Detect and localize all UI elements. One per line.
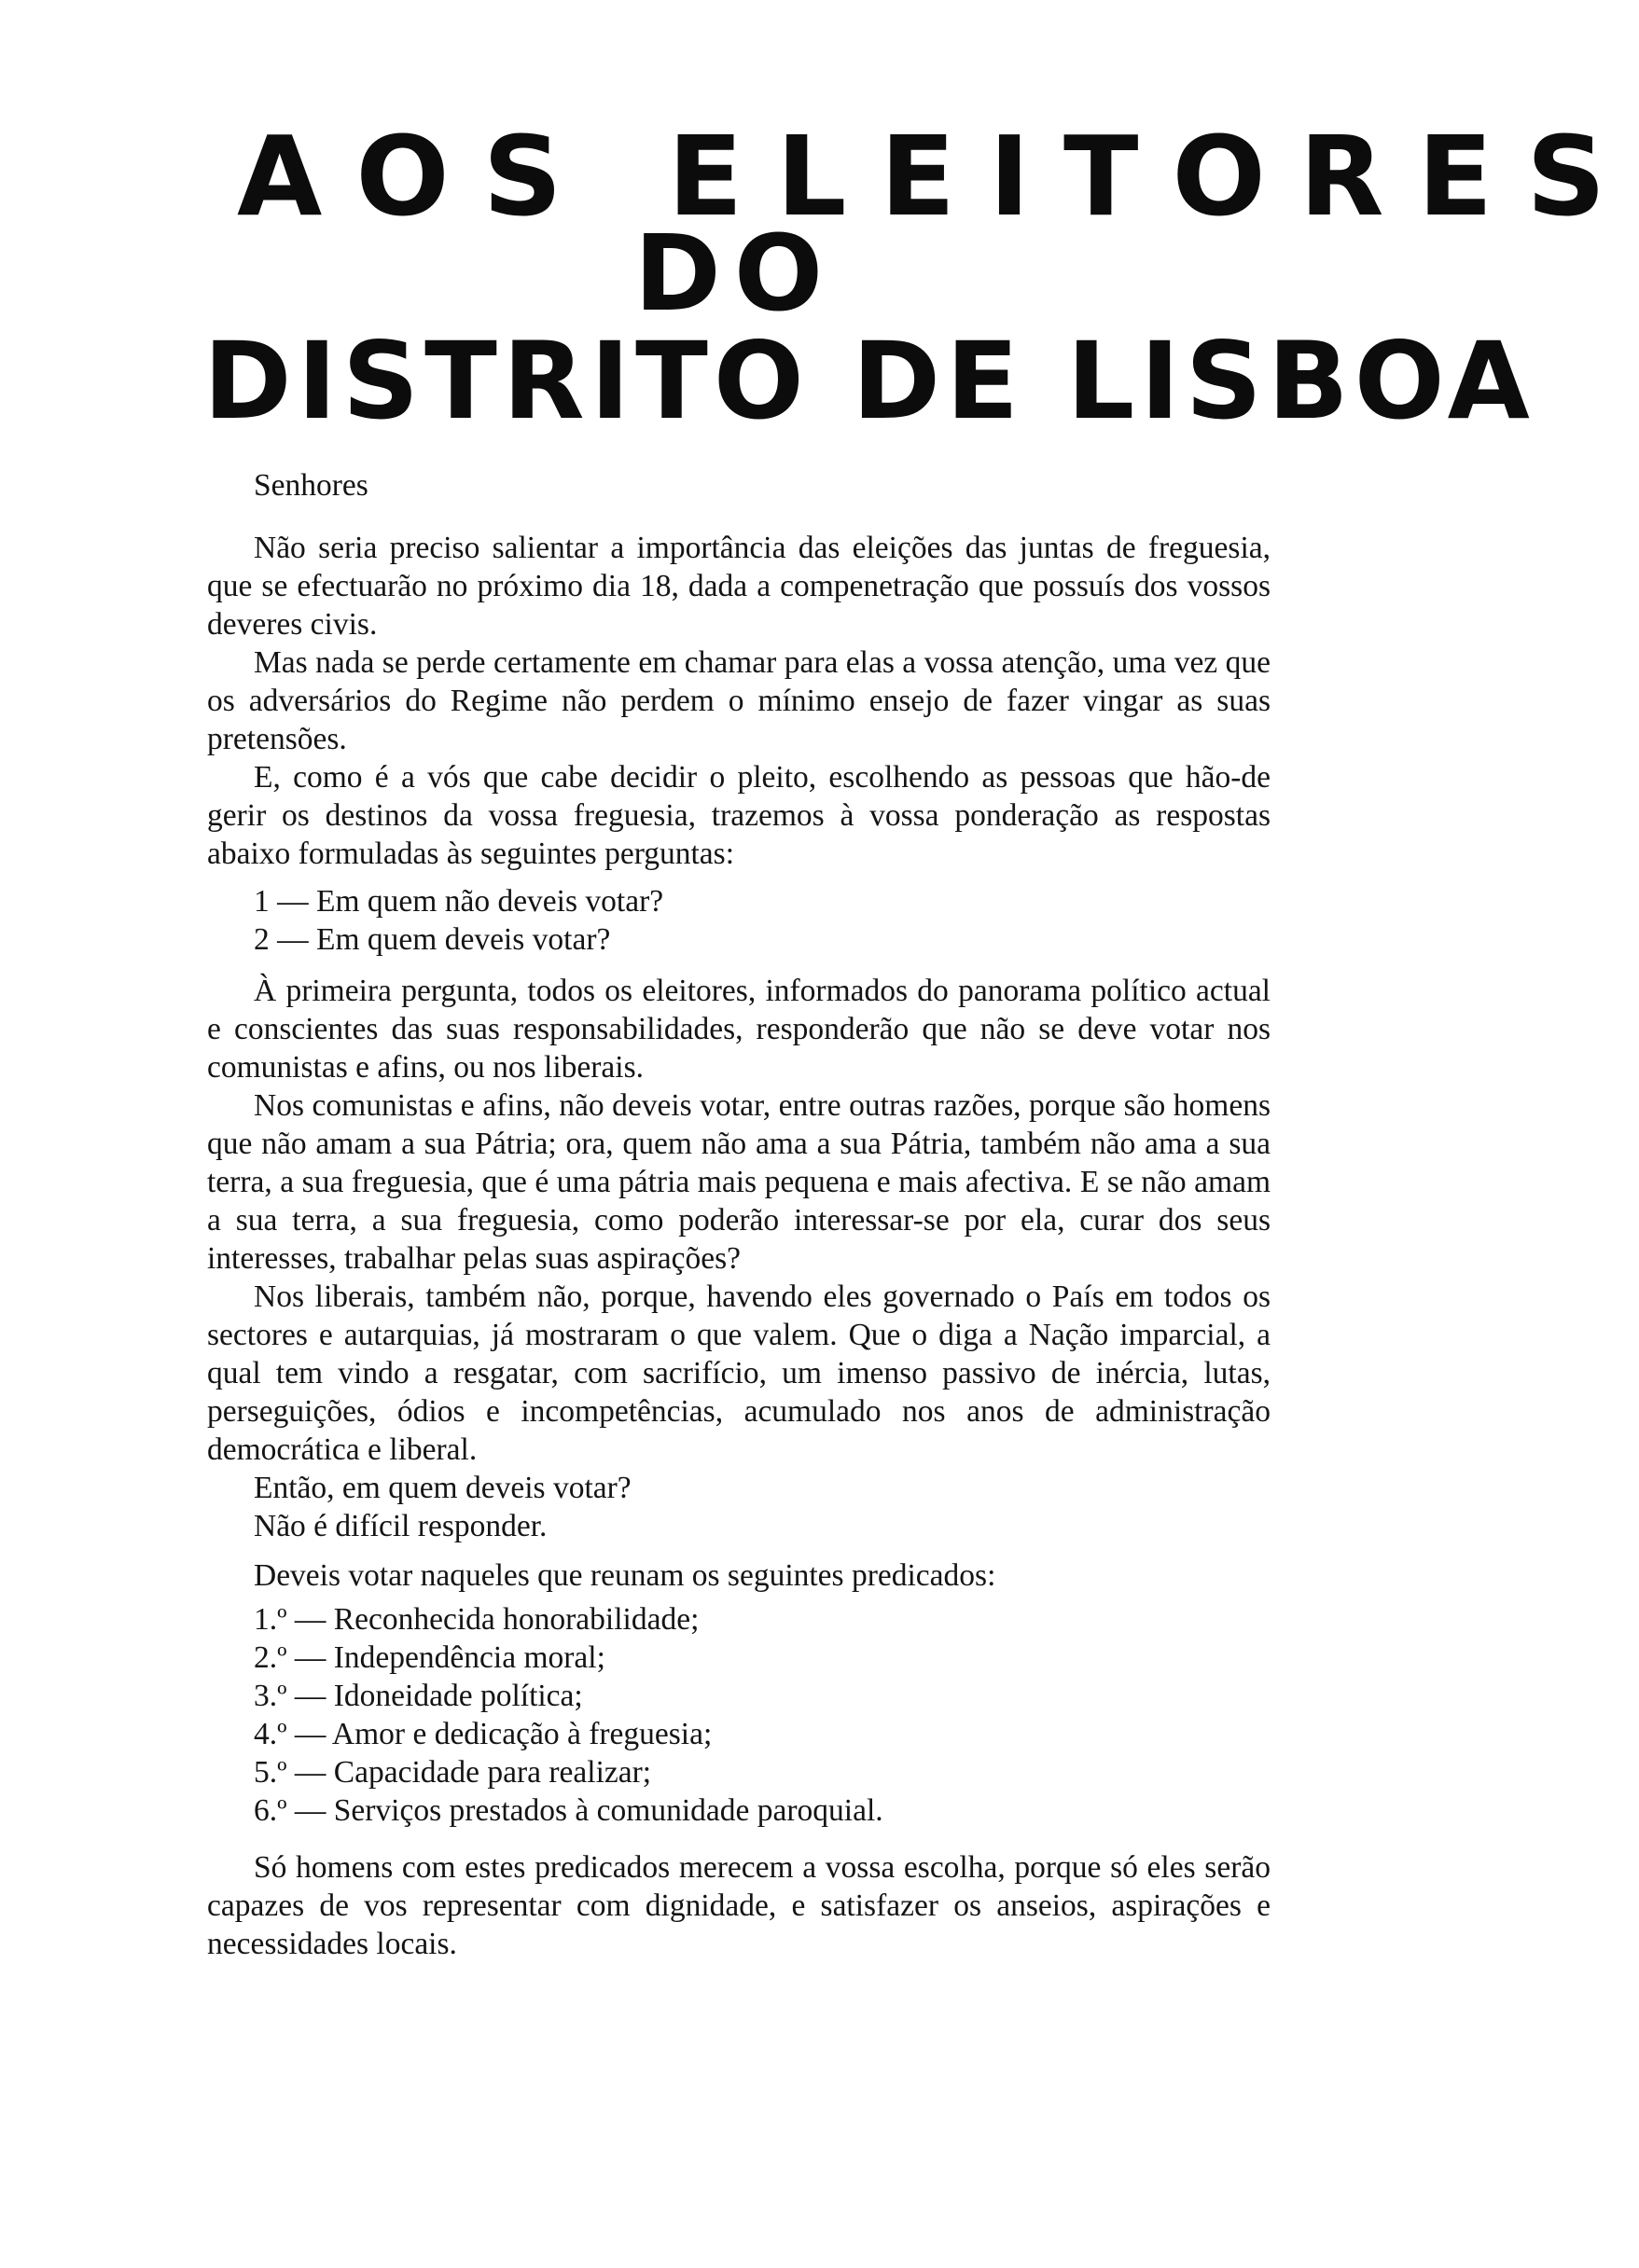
question-item: 1 — Em quem não deveis votar? — [254, 884, 664, 919]
paragraph-4: À primeira pergunta, todos os eleitores, informados do panorama político actual e conscientes das suas responsabilidades, responderão que não se deve votar nos comunistas e afins, ou nos liberais. — [207, 974, 1271, 1085]
predicados-intro: Deveis votar naqueles que reunam os seguintes predicados: — [254, 1558, 996, 1593]
questions-list — [207, 882, 1271, 959]
predicado-item: 2.º — Independência moral; — [254, 1640, 605, 1675]
title-line-2: DO — [633, 214, 837, 335]
paragraph-6: Nos liberais, também não, porque, havendo eles governado o País em todos os sectores e autarquias, já mostraram o que valem. Que o diga a Nação imparcial, a qual tem vindo a resgatar, com sacrifício, um imenso passivo de inércia, lutas, perseguições, ódios e incompetências, acumulado nos anos de administração democrática e liberal. — [207, 1279, 1271, 1467]
paragraph-5: Nos comunistas e afins, não deveis votar, entre outras razões, porque são homens que não amam a sua Pátria; ora, quem não ama a sua Pátria, também não ama a sua terra, a sua freguesia, que é uma pátria mais pequena e mais afectiva. E se não amam a sua terra, a sua freguesia, como poderão interessar-se por ela, curar dos seus interesses, trabalhar pelas suas aspirações? — [207, 1088, 1271, 1276]
question-item: 2 — Em quem deveis votar? — [254, 922, 611, 957]
paragraph-1: Não seria preciso salientar a importância das eleições das juntas de freguesia, que se efectuarão no próximo dia 18, dada a compenetração que possuís dos vossos deveres civis. — [207, 531, 1271, 642]
paragraph-2: Mas nada se perde certamente em chamar para elas a vossa atenção, uma vez que os adversários do Regime não perdem o mínimo ensejo de fazer vingar as suas pretensões. — [207, 645, 1271, 756]
paragraph-3: E, como é a vós que cabe decidir o pleito, escolhendo as pessoas que hão-de gerir os destinos da vossa freguesia, trazemos à vossa ponderação as respostas abaixo formuladas às seguintes perguntas: — [207, 760, 1271, 871]
predicados-list — [207, 1600, 1271, 1830]
spacer — [207, 1545, 1271, 1556]
title-line-1: AOS ELEITORES — [237, 112, 1639, 241]
salutation: Senhores — [254, 468, 368, 503]
closing-paragraph: Só homens com estes predicados merecem a vossa escolha, porque só eles serão capazes de vos representar com dignidade, e satisfazer os anseios, aspirações e necessidades locais. — [207, 1850, 1271, 1961]
predicado-item: 4.º — Amor e dedicação à freguesia; — [254, 1717, 713, 1751]
title-line-3: DISTRITO DE LISBOA — [203, 319, 1535, 443]
short-line-1: Então, em quem deveis votar? — [254, 1471, 632, 1505]
letter-body — [207, 466, 1271, 1963]
short-line-2: Não é difícil responder. — [254, 1509, 548, 1543]
predicado-item: 3.º — Idoneidade política; — [254, 1679, 583, 1713]
predicado-item: 1.º — Reconhecida honorabilidade; — [254, 1602, 700, 1637]
predicado-item: 5.º — Capacidade para realizar; — [254, 1755, 652, 1790]
predicado-item: 6.º — Serviços prestados à comunidade paroquial. — [254, 1793, 883, 1828]
